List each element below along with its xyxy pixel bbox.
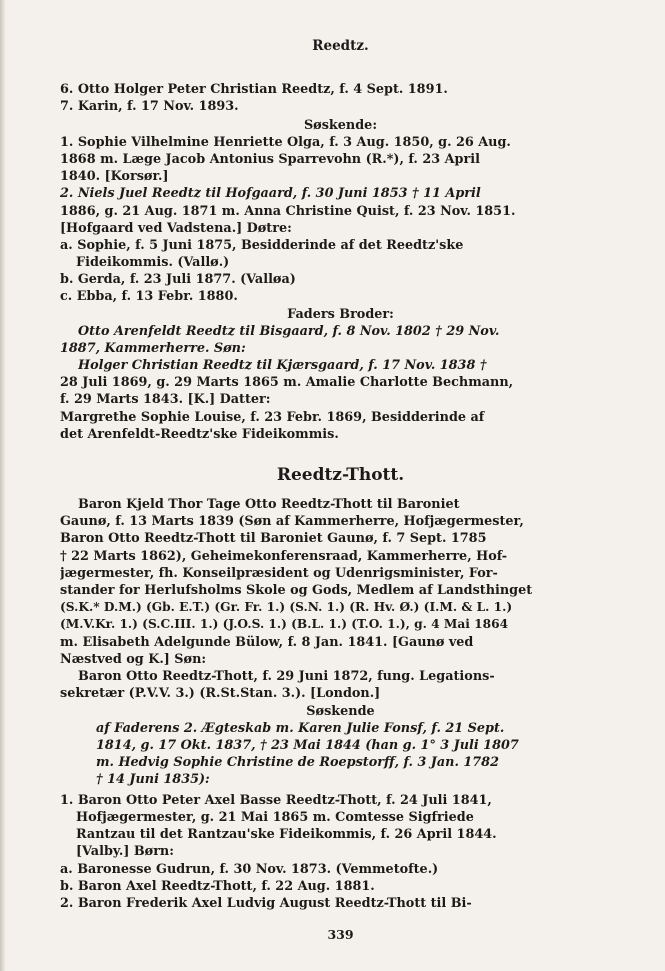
text-line: f. 29 Marts 1843. [K.] Datter: xyxy=(60,392,271,407)
text-line: 7. Karin, f. 17 Nov. 1893. xyxy=(60,99,239,114)
text-line: 2. Niels Juel Reedtz til Hofgaard, f. 30 Juni 1853 † 11 April xyxy=(60,186,481,201)
text-line: [Hofgaard ved Vadstena.] Døtre: xyxy=(60,221,292,236)
text-line: b. Baron Axel Reedtz-Thott, f. 22 Aug. 1881. xyxy=(60,879,375,894)
text-line: 6. Otto Holger Peter Christian Reedtz, f. 4 Sept. 1891. xyxy=(60,82,448,97)
text-line: Gaunø, f. 13 Marts 1839 (Søn af Kammerherre, Hofjægermester, xyxy=(60,514,524,529)
text-line: Hofjægermester, g. 21 Mai 1865 m. Comtesse Sigfriede xyxy=(76,810,474,825)
text-line: 1814, g. 17 Okt. 1837, † 23 Mai 1844 (han g. 1° 3 Juli 1807 xyxy=(96,738,519,753)
running-title: Reedtz. xyxy=(312,38,369,54)
text-line: Næstved og K.] Søn: xyxy=(60,652,207,667)
text-line: jægermester, fh. Konseilpræsident og Udenrigsminister, For- xyxy=(60,566,498,581)
text-line: 1. Baron Otto Peter Axel Basse Reedtz-Thott, f. 24 Juli 1841, xyxy=(60,793,492,808)
text-line: Baron Otto Reedtz-Thott til Baroniet Gaunø, f. 7 Sept. 1785 xyxy=(60,531,487,546)
text-line: † 14 Juni 1835): xyxy=(96,772,210,787)
text-line: 28 Juli 1869, g. 29 Marts 1865 m. Amalie Charlotte Bechmann, xyxy=(60,375,514,390)
subheading-fathers-brother: Faders Broder: xyxy=(287,307,394,322)
text-line: 1886, g. 21 Aug. 1871 m. Anna Christine Quist, f. 23 Nov. 1851. xyxy=(60,204,516,219)
text-line: 1. Sophie Vilhelmine Henriette Olga, f. 3 Aug. 1850, g. 26 Aug. xyxy=(60,135,511,150)
section-title: Reedtz-Thott. xyxy=(276,465,405,485)
text-line: Rantzau til det Rantzau'ske Fideikommis, f. 26 April 1844. xyxy=(76,827,497,842)
text-line: 1868 m. Læge Jacob Antonius Sparrevohn (R.*), f. 23 April xyxy=(60,152,480,167)
text-line: Holger Christian Reedtz til Kjærsgaard, f. 17 Nov. 1838 † xyxy=(78,358,487,373)
text-line: m. Hedvig Sophie Christine de Roepstorff, f. 3 Jan. 1782 xyxy=(96,755,499,770)
text-line: b. Gerda, f. 23 Juli 1877. (Valløa) xyxy=(60,272,296,287)
text-line: a. Baronesse Gudrun, f. 30 Nov. 1873. (Vemmetofte.) xyxy=(60,862,439,877)
text-line: Baron Kjeld Thor Tage Otto Reedtz-Thott til Baroniet xyxy=(78,497,460,512)
text-line: 1887, Kammerherre. Søn: xyxy=(60,341,246,356)
text-line: stander for Herlufsholms Skole og Gods, Medlem af Landsthinget xyxy=(60,583,533,598)
text-line: a. Sophie, f. 5 Juni 1875, Besidderinde af det Reedtz'ske xyxy=(60,238,464,253)
page-number: 339 xyxy=(327,927,354,942)
document-page xyxy=(60,0,621,971)
text-line: Baron Otto Reedtz-Thott, f. 29 Juni 1872, fung. Legations- xyxy=(78,669,495,684)
text-line: af Faderens 2. Ægteskab m. Karen Julie Fonsf, f. 21 Sept. xyxy=(96,721,505,736)
text-line: [Valby.] Børn: xyxy=(76,844,174,859)
text-line: m. Elisabeth Adelgunde Bülow, f. 8 Jan. 1841. [Gaunø ved xyxy=(60,635,474,650)
text-line: det Arenfeldt-Reedtz'ske Fideikommis. xyxy=(60,427,339,442)
subheading-siblings-2: Søskende xyxy=(306,704,375,719)
text-line: † 22 Marts 1862), Geheimekonferensraad, Kammerherre, Hof- xyxy=(60,549,508,564)
text-line: 2. Baron Frederik Axel Ludvig August Reedtz-Thott til Bi- xyxy=(60,896,472,911)
text-line: (M.V.Kr. 1.) (S.C.III. 1.) (J.O.S. 1.) (B.L. 1.) (T.O. 1.), g. 4 Mai 1864 xyxy=(60,617,509,631)
page-edge xyxy=(0,0,5,971)
text-line: 1840. [Korsør.] xyxy=(60,169,169,184)
text-line: (S.K.* D.M.) (Gb. E.T.) (Gr. Fr. 1.) (S.N. 1.) (R. Hv. Ø.) (I.M. & L. 1.) xyxy=(60,600,513,614)
text-line: Fideikommis. (Vallø․) xyxy=(76,255,230,270)
text-line: Margrethe Sophie Louise, f. 23 Febr. 1869, Besidderinde af xyxy=(60,410,485,425)
subheading-siblings: Søskende: xyxy=(303,118,378,133)
text-line: sekretær (P.V.V. 3.) (R.St.Stan. 3.). [London.] xyxy=(60,686,381,701)
text-line: Otto Arenfeldt Reedtz til Bisgaard, f. 8 Nov. 1802 † 29 Nov. xyxy=(78,324,500,339)
text-line: c. Ebba, f. 13 Febr. 1880. xyxy=(60,289,238,304)
